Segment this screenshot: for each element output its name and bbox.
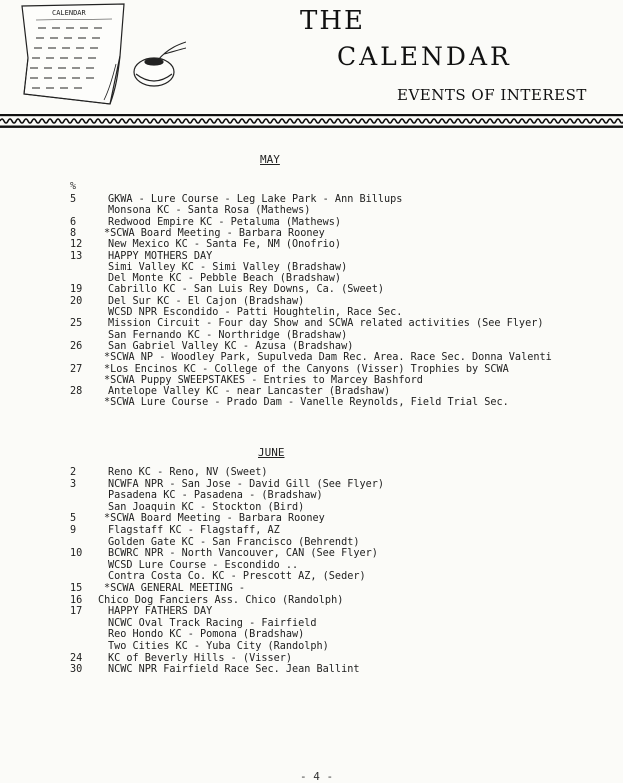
event-day: 6 xyxy=(70,216,77,228)
event-day: 25 xyxy=(70,318,83,330)
clipart-label: CALENDAR xyxy=(52,9,86,17)
event-text: NCWC Oval Track Racing - Fairfield xyxy=(108,617,317,629)
event-text: Two Cities KC - Yuba City (Randolph) xyxy=(108,641,329,652)
event-text: *SCWA Puppy SWEEPSTAKES - Entries to Marcey Bashford xyxy=(104,374,423,386)
month-heading-june: JUNE xyxy=(258,446,285,459)
percent-mark: % xyxy=(70,181,77,192)
event-text: *SCWA NP - Woodley Park, Supulveda Dam Rec. Area. Race Sec. Donna Valenti xyxy=(104,352,552,364)
event-text: WCSD NPR Escondido - Patti Houghtelin, Race Sec. xyxy=(108,307,403,318)
event-text: San Fernando KC - Northridge (Bradshaw) xyxy=(108,329,348,341)
event-day: 17 xyxy=(70,606,83,618)
event-day: 28 xyxy=(70,386,83,398)
event-text: *SCWA GENERAL MEETING - xyxy=(104,583,246,594)
event-day: 30 xyxy=(70,664,83,676)
event-text: Redwood Empire KC - Petaluma (Mathews) xyxy=(108,216,342,228)
event-text: *SCWA Lure Course - Prado Dam - Vanelle Reynolds, Field Trial Sec. xyxy=(104,397,509,409)
event-text: KC of Beverly Hills - (Visser) xyxy=(108,652,293,664)
event-text: *SCWA Board Meeting - Barbara Rooney xyxy=(104,513,325,525)
event-text: *Los Encinos KC - College of the Canyons (Visser) Trophies by SCWA xyxy=(104,363,509,375)
event-day: 5 xyxy=(70,513,77,525)
event-text: Golden Gate KC - San Francisco (Behrendt) xyxy=(108,536,360,548)
event-day: 9 xyxy=(70,525,77,536)
event-text: HAPPY FATHERS DAY xyxy=(108,606,213,618)
event-text: Pasadena KC - Pasadena - (Bradshaw) xyxy=(108,490,323,502)
event-text: Simi Valley KC - Simi Valley (Bradshaw) xyxy=(108,261,348,273)
page-number: - 4 - xyxy=(300,770,334,783)
event-text: Del Monte KC - Pebble Beach (Bradshaw) xyxy=(108,273,342,285)
event-day: 24 xyxy=(70,652,83,664)
event-day: 20 xyxy=(70,295,83,307)
event-text: HAPPY MOTHERS DAY xyxy=(108,250,213,262)
event-text: Reno KC - Reno, NV (Sweet) xyxy=(108,467,268,478)
event-text: WCSD Lure Course - Escondido .. xyxy=(108,559,299,571)
event-day: 5 xyxy=(70,194,77,205)
event-day: 12 xyxy=(70,239,83,251)
event-day: 19 xyxy=(70,284,83,296)
event-text: Flagstaff KC - Flagstaff, AZ xyxy=(108,525,280,536)
event-day: 8 xyxy=(70,227,77,239)
event-text: Monsona KC - Santa Rosa (Mathews) xyxy=(108,205,311,217)
event-text: San Joaquin KC - Stockton (Bird) xyxy=(108,501,305,513)
event-day: 16 xyxy=(70,594,83,606)
event-text: BCWRC NPR - North Vancouver, CAN (See Flyer) xyxy=(108,548,378,560)
event-text: Chico Dog Fanciers Ass. Chico (Randolph) xyxy=(98,594,344,606)
event-text: Cabrillo KC - San Luis Rey Downs, Ca. (Sweet) xyxy=(108,284,385,296)
event-day: 15 xyxy=(70,583,83,594)
event-text: NCWFA NPR - San Jose - David Gill (See Flyer) xyxy=(108,478,385,490)
subtitle: EVENTS OF INTEREST xyxy=(397,86,587,104)
event-text: Reo Hondo KC - Pomona (Bradshaw) xyxy=(108,629,305,641)
event-text: Antelope Valley KC - near Lancaster (Bradshaw) xyxy=(108,386,391,398)
event-text: San Gabriel Valley KC - Azusa (Bradshaw) xyxy=(108,340,354,352)
event-text: NCWC NPR Fairfield Race Sec. Jean Ballint xyxy=(108,664,360,676)
month-heading-may: MAY xyxy=(260,153,280,166)
event-day: 10 xyxy=(70,548,83,560)
event-text: GKWA - Lure Course - Leg Lake Park - Ann Billups xyxy=(108,194,403,205)
event-text: Mission Circuit - Four day Show and SCWA related activities (See Flyer) xyxy=(108,318,544,330)
event-day: 3 xyxy=(70,478,77,490)
event-text: Del Sur KC - El Cajon (Bradshaw) xyxy=(108,295,305,307)
event-text: *SCWA Board Meeting - Barbara Rooney xyxy=(104,227,325,239)
event-day: 13 xyxy=(70,250,83,262)
event-text: New Mexico KC - Santa Fe, NM (Onofrio) xyxy=(108,239,342,251)
event-text: Contra Costa Co. KC - Prescott AZ, (Seder) xyxy=(108,571,366,583)
event-day: 2 xyxy=(70,467,77,478)
event-day: 26 xyxy=(70,340,83,352)
title-calendar: CALENDAR xyxy=(337,42,512,71)
event-day: 27 xyxy=(70,363,83,375)
title-the: THE xyxy=(300,6,365,36)
